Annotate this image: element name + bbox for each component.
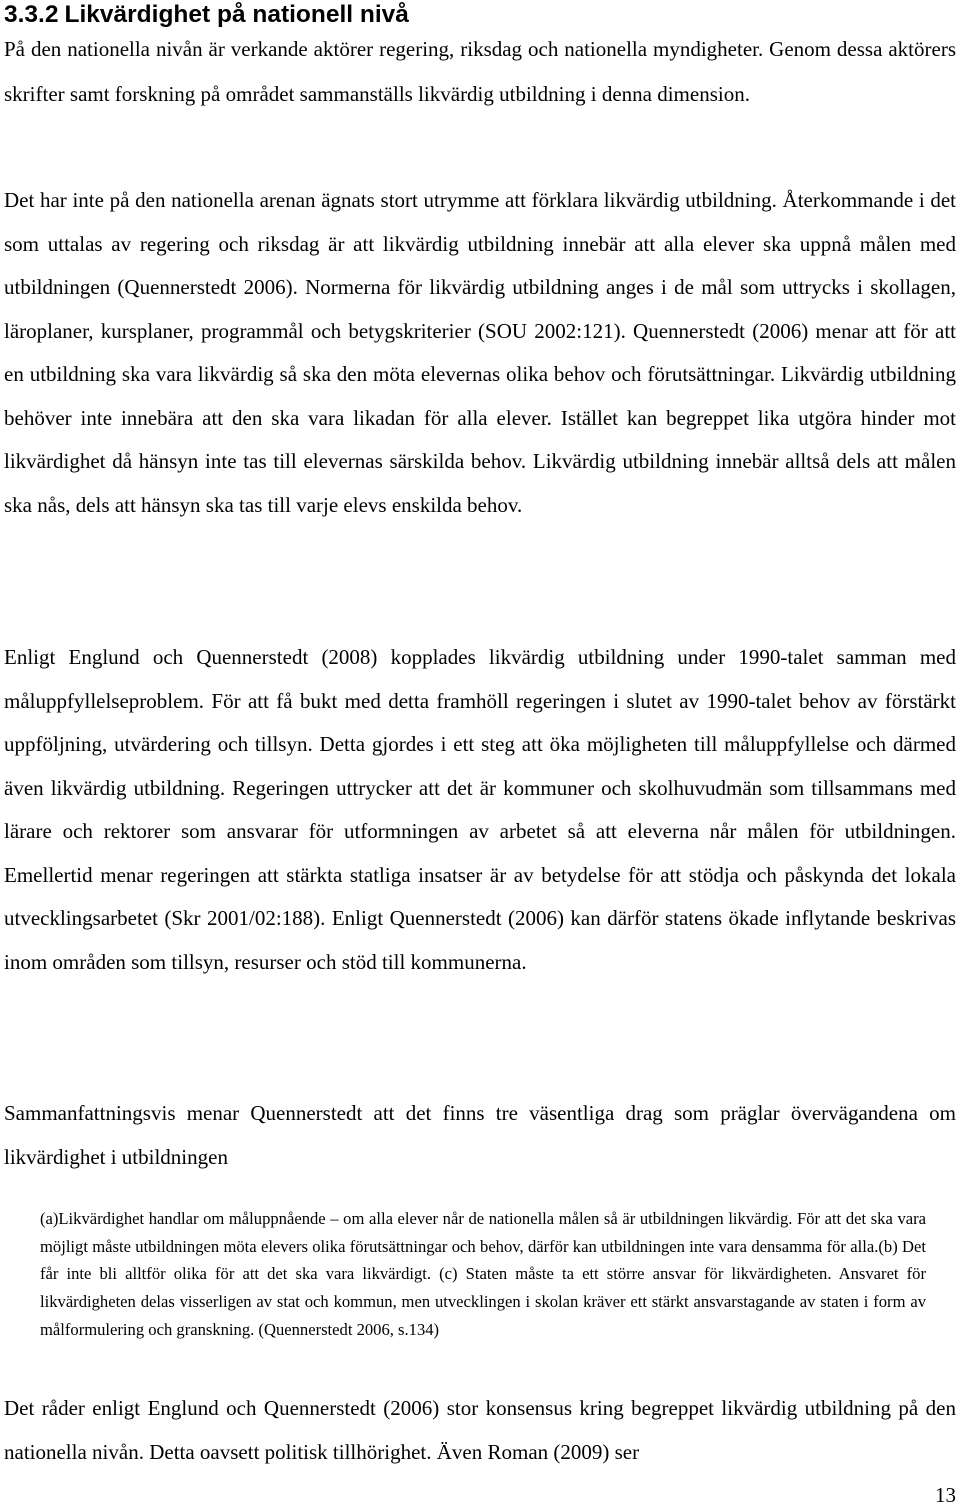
paragraph-national-arena: Det har inte på den nationella arenan ägnats stort utrymme att förklara likvärdig utbildning. Återkommande i det som uttalas av regering och riksdag är att likvärdig utbildning innebär att alla elever ska uppnå målen med utbildningen (Quennerstedt 2006). Normerna för likvärdig utbildning anges i de mål som uttrycks i skollagen, läroplaner, kursplaner, programmål och betygskriterier (SOU 2002:121). Quennerstedt (2006) menar att för att en utbildning ska vara likvärdig så ska den möta elevernas olika behov och förutsättningar. Likvärdig utbildning behöver inte innebära att den ska vara likadan för alla elever. Istället kan begreppet lika utgöra hinder mot likvärdighet då hänsyn inte tas till elevernas särskilda behov. Likvärdig utbildning innebär alltså dels att målen ska nås, dels att hänsyn ska tas till varje elevs enskilda behov.	[4, 188, 956, 517]
section-title: Likvärdighet på nationell nivå	[64, 1, 409, 28]
paragraph-consensus: Det råder enligt Englund och Quennerstedt (2006) stor konsensus kring begreppet likvärdig utbildning på den nationella nivån. Detta oavsett politisk tillhörighet. Även Roman (2009) ser	[4, 1396, 956, 1464]
section-heading	[4, 0, 409, 30]
section-number: 3.3.2	[4, 1, 59, 28]
paragraph-englund-quennerstedt: Enligt Englund och Quennerstedt (2008) kopplades likvärdig utbildning under 1990-talet samman med måluppfyllelseproblem. För att få bukt med detta framhöll regeringen i slutet av 1990-talet behov av förstärkt uppföljning, utvärdering och tillsyn. Detta gjordes i ett steg att öka möjligheten till måluppfyllelse och därmed även likvärdig utbildning. Regeringen uttrycker att det är kommuner och skolhuvudmän som tillsammans med lärare och rektorer som ansvarar för utformningen av arbetet så att eleverna når målen för utbildningen. Emellertid menar regeringen att stärkta statliga insatser är av betydelse för att stödja och påskynda det lokala utvecklingsarbetet (Skr 2001/02:188). Enligt Quennerstedt (2006) kan därför statens ökade inflytande beskrivas inom områden som tillsyn, resurser och stöd till kommunerna.	[4, 645, 956, 974]
block-quote: (a)Likvärdighet handlar om måluppnående – om alla elever når de nationella målen så är utbildningen likvärdig. För att det ska vara möjligt måste utbildningen möta elevers olika förutsättningar och behov, därför kan utbildningen inte vara densamma för alla.(b) Det får inte bli alltför olika för att det ska vara likvärdigt. (c) Staten måste ta ett större ansvar för likvärdigheten. Ansvaret för likvärdigheten delas visserligen av stat och kommun, men utvecklingen i skolan kräver ett stärkt ansvarstagande av staten i form av målformulering och granskning. (Quennerstedt 2006, s.134)	[40, 1209, 926, 1339]
paragraph-summary: Sammanfattningsvis menar Quennerstedt att det finns tre väsentliga drag som präglar övervägandena om likvärdighet i utbildningen	[4, 1101, 956, 1169]
page-number: 13	[935, 1483, 956, 1507]
paragraph-intro: På den nationella nivån är verkande aktörer regering, riksdag och nationella myndigheter. Genom dessa aktörers skrifter samt forskning på området sammanställs likvärdig utbildning i denna dimension.	[4, 37, 956, 106]
